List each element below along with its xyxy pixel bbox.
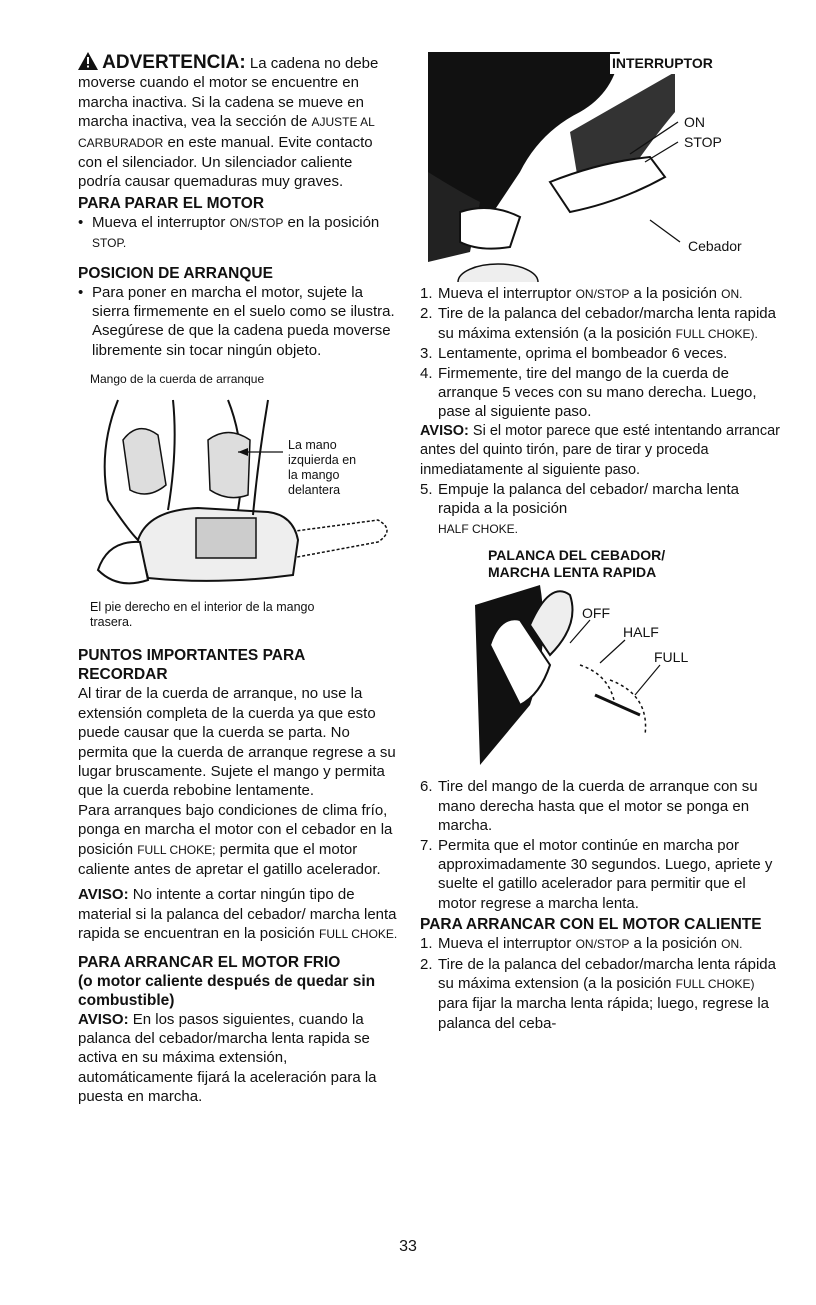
- warning-title: ADVERTENCIA:: [102, 52, 246, 73]
- cold-start-heading: PARA ARRANCAR EL MOTOR FRIO: [78, 953, 341, 971]
- left-column: [78, 52, 398, 1107]
- warm-step-2: 2. Tire de la palanca del cebador/marcha lenta rápida su máxima extension (a la posición FULL CHOKE) para fijar la marcha lenta rápida; luego, regrese la palanca del ceba-: [420, 955, 776, 1032]
- step-7: 7. Permita que el motor continúe en marcha por approximadamente 30 segundos. Luego, apriete y suelte el gatillo acelerador para permitir que el motor regrese a marcha lenta.: [420, 836, 773, 912]
- half-label: HALF: [623, 624, 659, 641]
- on-label: ON: [684, 114, 705, 130]
- step-6: 6. Tire del mango de la cuerda de arranque con su mano derecha hasta que el motor se ponga en marcha.: [420, 778, 758, 835]
- warm-step-1: 1. Mueva el interruptor ON/STOP a la posición ON.: [420, 935, 743, 953]
- step-2: 2. Tire de la palanca del cebador/marcha lenta rapida su máxima extensión (a la posición FULL CHOKE).: [420, 305, 776, 342]
- left-hand-caption: La mano izquierda en la mango delantera: [288, 438, 357, 498]
- step-4: 4. Firmemente, tire del mango de la cuerda de arranque 5 veces con su mano derecha. Luego, pase al siguiente paso.: [420, 364, 757, 421]
- off-label: OFF: [582, 605, 610, 622]
- cold-start-subheading: (o motor caliente después de quedar sin combustible): [78, 972, 376, 1009]
- cold-weather-text: Para arranques bajo condiciones de clima frío, ponga en marcha el motor con el cebador en la posición FULL CHOKE; permita que el motor caliente antes de apretar el gatillo acelerador.: [78, 801, 393, 878]
- switch-figure: [420, 52, 780, 282]
- warning-paragraph: [78, 52, 398, 192]
- start-position-bullet: • Para poner en marcha el motor, sujete la sierra firmemente en el suelo como se ilustra. Asegúrese de que la cadena pueda moverse libremente sin tocar ningún objeto.: [78, 283, 395, 359]
- warning-icon: [78, 55, 98, 72]
- full-label: FULL: [654, 649, 689, 666]
- page-number: 33: [399, 1238, 417, 1255]
- important-points-heading: PUNTOS IMPORTANTES PARA RECORDAR: [78, 647, 305, 684]
- right-foot-caption: El pie derecho en el interior de la mango trasera.: [90, 600, 315, 630]
- important-points-text: Al tirar de la cuerda de arranque, no use la extensión completa de la cuerda ya que esto puede causar que la cuerda se parta. No permita que la cuerda de arranque regrese a su lugar bruscamente. Sujete el mango y permita que la cuerda rebobine lentamente.: [78, 685, 396, 800]
- switch-label: INTERRUPTOR: [612, 55, 713, 71]
- step-1: 1. Mueva el interruptor ON/STOP a la posición ON.: [420, 285, 743, 302]
- warning-text-2: en este manual. Evite contacto con el silenciador. Un silenciador caliente podría causar quemaduras muy graves.: [78, 133, 373, 191]
- choke-lever-figure: [420, 547, 780, 777]
- stop-bullet: • Mueva el interruptor ON/STOP en la posición STOP.: [78, 213, 380, 251]
- starter-handle-caption: Mango de la cuerda de arranque: [90, 372, 265, 387]
- right-column: [420, 52, 780, 1033]
- stop-heading: PARA PARAR EL MOTOR: [78, 194, 265, 212]
- notice-2: AVISO: En los pasos siguientes, cuando la palanca del cebador/marcha lenta rapida se activa en su máxima extensión, automáticamente fijará la aceleración para la puesta en marcha.: [78, 1010, 377, 1106]
- choke-figure-title: PALANCA DEL CEBADOR/ MARCHA LENTA RAPIDA: [488, 547, 666, 581]
- notice-3: AVISO: Si el motor parece que esté intentando arrancar antes del quinto tirón, pare de tirar y proceda inmediatamente al siguiente paso.: [420, 422, 781, 478]
- start-position-heading: POSICION DE ARRANQUE: [78, 264, 273, 282]
- primer-label: Cebador: [688, 238, 742, 254]
- cold-start-steps: [420, 284, 780, 422]
- stop-label: STOP: [684, 134, 722, 150]
- warning-reference: AJUSTE AL CARBURADOR: [78, 115, 375, 150]
- warning-text: La cadena no debe moverse cuando el motor se encuentre en marcha inactiva. Si la cadena se mueve en marcha inactiva, vea la sección de: [78, 55, 379, 131]
- step-5: 5. Empuje la palanca del cebador/ marcha lenta rapida a la posición HALF CHOKE.: [420, 481, 740, 536]
- warm-start-heading: PARA ARRANCAR CON EL MOTOR CALIENTE: [420, 916, 762, 934]
- starting-position-figure: [78, 372, 398, 630]
- notice-1: AVISO: No intente a cortar ningún tipo de material si la palanca del cebador/ marcha lenta rapida se encuentran en la posición FULL CHOKE.: [78, 886, 398, 943]
- step-3: 3. Lentamente, oprima el bombeador 6 veces.: [420, 345, 728, 363]
